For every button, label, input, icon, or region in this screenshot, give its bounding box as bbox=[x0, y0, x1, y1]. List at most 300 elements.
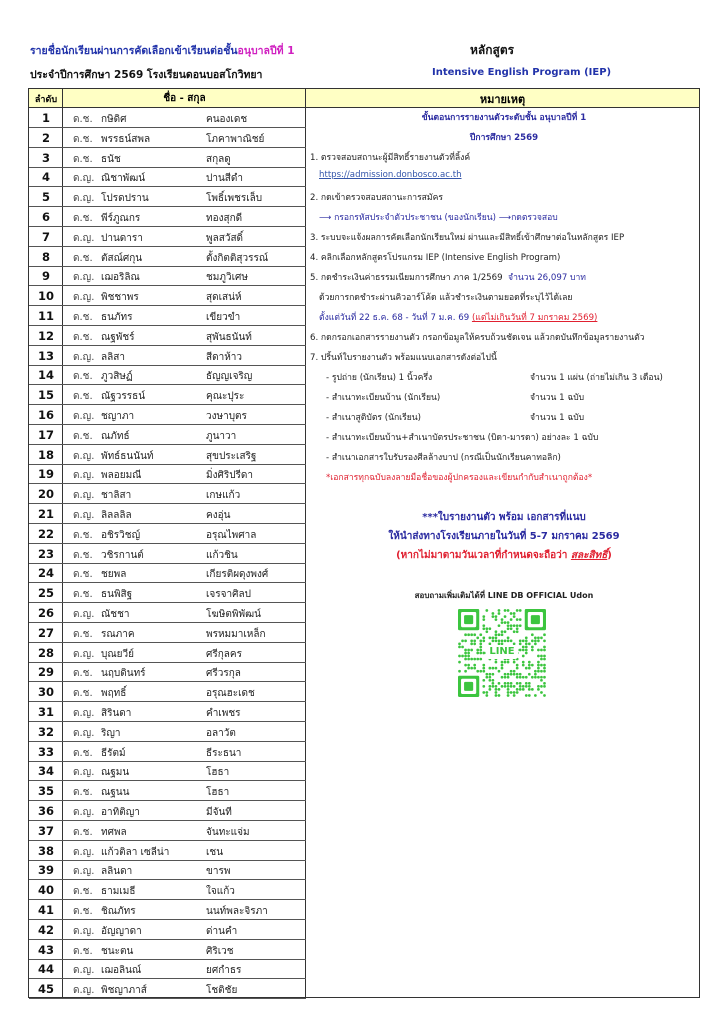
first-name: พิชญาภาส์ bbox=[101, 985, 147, 997]
first-name: พรรธน์สพล bbox=[101, 133, 151, 145]
qr-module bbox=[464, 633, 467, 636]
row-number: 45 bbox=[37, 982, 54, 997]
last-name: นนท์พละจิรภา bbox=[206, 906, 268, 917]
last-name: ภูนาวา bbox=[206, 430, 237, 442]
table-row bbox=[29, 524, 306, 544]
row-number: 34 bbox=[37, 764, 54, 779]
row-number: 37 bbox=[37, 823, 54, 838]
qr-module bbox=[495, 639, 498, 642]
qr-module bbox=[488, 688, 491, 691]
first-name: บุณยวีย์ bbox=[101, 648, 134, 660]
qr-module bbox=[528, 664, 531, 667]
name-prefix: ด.ช. bbox=[73, 213, 93, 224]
table-row bbox=[29, 187, 306, 207]
qr-module bbox=[467, 633, 470, 636]
first-name: อัญญาดา bbox=[101, 925, 142, 937]
qr-module bbox=[525, 649, 528, 652]
row-number: 18 bbox=[37, 447, 54, 462]
qr-module bbox=[525, 685, 528, 688]
qr-module bbox=[510, 685, 513, 688]
last-name: ทองสุกดี bbox=[206, 213, 243, 224]
qr-module bbox=[507, 682, 510, 685]
arrow-right-icon: ⟶ bbox=[319, 213, 335, 223]
step-2-b: กดตรวจสอบ bbox=[511, 213, 558, 223]
qr-module bbox=[516, 624, 519, 627]
qr-module bbox=[488, 679, 491, 682]
name-prefix: ด.ญ. bbox=[73, 232, 95, 244]
qr-module bbox=[476, 649, 479, 652]
qr-module bbox=[507, 621, 510, 624]
first-name: อชิรวิชญ์ bbox=[101, 529, 141, 541]
first-name: ณฐมน bbox=[101, 767, 130, 779]
qr-module bbox=[519, 643, 522, 646]
row-number: 11 bbox=[37, 309, 54, 323]
qr-module bbox=[525, 646, 528, 649]
step-2-detail bbox=[319, 210, 709, 224]
last-name: สุดเสน่ห์ bbox=[206, 292, 242, 304]
qr-module bbox=[513, 612, 516, 615]
qr-module bbox=[525, 682, 528, 685]
first-name: รณภาค bbox=[101, 628, 135, 640]
qr-module bbox=[479, 643, 482, 646]
last-name: คำเพชร bbox=[206, 708, 241, 719]
last-name: ปานสีดำ bbox=[206, 173, 244, 185]
table-row bbox=[29, 207, 306, 227]
qr-module bbox=[458, 655, 461, 658]
table-row bbox=[29, 306, 306, 326]
last-name: ตั้งกิตติสุวรรณ์ bbox=[206, 252, 269, 264]
qr-module bbox=[540, 636, 543, 639]
tuition-amount: จำนวน 26,097 บาท bbox=[508, 273, 586, 283]
program-label: หลักสูตร bbox=[470, 43, 515, 57]
table-row bbox=[29, 742, 306, 762]
qr-module bbox=[504, 639, 507, 642]
qr-module bbox=[495, 633, 498, 636]
qr-module bbox=[479, 639, 482, 642]
submit-line-2: ให้นำส่งทางโรงเรียนภายในวันที่ 5-7 มกราคม 2569 bbox=[388, 531, 620, 542]
first-name: ตัสณ์ศกุน bbox=[101, 252, 143, 264]
last-name: ธีระธนา bbox=[206, 747, 242, 759]
qr-module bbox=[522, 685, 525, 688]
student-table bbox=[28, 88, 700, 998]
qr-module bbox=[464, 649, 467, 652]
qr-module bbox=[525, 652, 528, 655]
table-row bbox=[29, 801, 306, 821]
qr-module bbox=[537, 676, 540, 679]
qr-module bbox=[528, 643, 531, 646]
qr-module bbox=[510, 624, 513, 627]
qr-module bbox=[504, 630, 507, 633]
qr-module bbox=[473, 664, 476, 667]
name-prefix: ด.ญ. bbox=[73, 510, 95, 521]
table-row bbox=[29, 108, 306, 128]
step-2-a: กรอกรหัสประจำตัวประชาชน (ของนักเรียน) bbox=[334, 213, 496, 223]
table-row bbox=[29, 860, 306, 880]
qr-module bbox=[501, 633, 504, 636]
qr-module bbox=[510, 639, 513, 642]
admission-link[interactable]: https://admission.donbosco.ac.th bbox=[319, 170, 462, 180]
qr-module bbox=[540, 649, 543, 652]
last-name: พูลสวัสดิ์ bbox=[206, 232, 244, 244]
document-subtitle: ประจำปีการศึกษา 2569 โรงเรียนดอนบอสโกวิทยา bbox=[30, 69, 263, 81]
qr-module bbox=[482, 664, 485, 667]
name-prefix: ด.ช. bbox=[73, 312, 93, 323]
qr-module bbox=[495, 636, 498, 639]
row-number: 8 bbox=[41, 249, 50, 264]
line-qr-code[interactable] bbox=[458, 609, 546, 697]
row-number: 14 bbox=[37, 368, 54, 383]
submit-line-1: ***ใบรายงานตัว พร้อม เอกสารที่แนบ bbox=[422, 512, 586, 523]
last-name: ศรีวรกุล bbox=[206, 668, 241, 680]
qr-module bbox=[519, 624, 522, 627]
qr-module bbox=[540, 691, 543, 694]
row-number: 22 bbox=[37, 526, 54, 541]
qr-module bbox=[501, 630, 504, 633]
qr-module bbox=[464, 682, 473, 691]
qr-module bbox=[467, 664, 470, 667]
row-number: 10 bbox=[37, 289, 54, 304]
qr-module bbox=[467, 649, 470, 652]
qr-module bbox=[495, 694, 498, 697]
first-name: ลิลลลิล bbox=[101, 510, 132, 521]
qr-module bbox=[470, 658, 473, 661]
table-row bbox=[29, 504, 306, 524]
qr-module bbox=[501, 618, 504, 621]
qr-module bbox=[495, 691, 498, 694]
qr-module bbox=[479, 646, 482, 649]
step-5-dates bbox=[319, 310, 709, 324]
qr-module bbox=[488, 673, 491, 676]
first-name: พฤทธิ์ bbox=[101, 688, 127, 700]
table-row bbox=[29, 148, 306, 168]
qr-module bbox=[476, 652, 479, 655]
last-name: สีดาห้าว bbox=[206, 351, 243, 363]
qr-module bbox=[516, 682, 519, 685]
qr-module bbox=[488, 636, 491, 639]
qr-module bbox=[537, 685, 540, 688]
qr-module bbox=[507, 685, 510, 688]
last-name: ธัญญเจริญ bbox=[206, 371, 253, 383]
qr-module bbox=[498, 670, 501, 673]
last-name: อรุณฮะเดช bbox=[206, 688, 255, 700]
row-number: 43 bbox=[37, 942, 54, 957]
qr-module bbox=[522, 661, 525, 664]
qr-module bbox=[476, 658, 479, 661]
row-number: 39 bbox=[37, 863, 54, 878]
qr-module bbox=[485, 673, 488, 676]
table-row bbox=[29, 326, 306, 346]
qr-module bbox=[492, 679, 495, 682]
qr-module bbox=[504, 661, 507, 664]
qr-module bbox=[537, 655, 540, 658]
qr-module bbox=[492, 615, 495, 618]
qr-module bbox=[492, 673, 495, 676]
qr-module bbox=[534, 636, 537, 639]
row-number: 42 bbox=[37, 922, 54, 937]
name-prefix: ด.ญ. bbox=[73, 965, 95, 977]
table-row bbox=[29, 643, 306, 663]
qr-module bbox=[498, 609, 501, 612]
qr-module bbox=[464, 670, 467, 673]
first-name: แก้วติลา เซลีน่า bbox=[101, 846, 170, 858]
name-prefix: ด.ญ. bbox=[73, 411, 95, 422]
first-name: ธามเมธี bbox=[101, 886, 136, 898]
column-header-name: ชื่อ - สกุล bbox=[163, 93, 206, 104]
qr-module bbox=[473, 639, 476, 642]
table-row bbox=[29, 682, 306, 702]
qr-module bbox=[479, 649, 482, 652]
qr-module bbox=[485, 627, 488, 630]
qr-module bbox=[504, 615, 507, 618]
column-header-no: ลำดับ bbox=[34, 95, 58, 105]
first-name: พัทธ์ธนนันท์ bbox=[101, 450, 154, 462]
qr-module bbox=[461, 655, 464, 658]
table-row bbox=[29, 445, 306, 465]
qr-module bbox=[537, 649, 540, 652]
qr-module bbox=[516, 630, 519, 633]
qr-module bbox=[525, 694, 528, 697]
qr-module bbox=[519, 609, 522, 612]
name-prefix: ด.ญ. bbox=[73, 648, 95, 660]
line-contact: สอบถามเพิ่มเติมได้ที่ LINE DB OFFICIAL Udon bbox=[414, 591, 594, 600]
qr-module bbox=[528, 694, 531, 697]
last-name: จันทะแจ่ม bbox=[206, 826, 250, 838]
last-name: ขารพ bbox=[206, 866, 231, 878]
table-row bbox=[29, 761, 306, 781]
qr-module bbox=[519, 639, 522, 642]
qr-module bbox=[507, 691, 510, 694]
qr-module bbox=[507, 639, 510, 642]
table-row bbox=[29, 722, 306, 742]
last-name: พรหมมาเหล็ก bbox=[206, 628, 266, 640]
row-number: 44 bbox=[37, 962, 54, 977]
qr-module bbox=[543, 664, 546, 667]
arrow-right-icon: ⟶ bbox=[498, 213, 512, 223]
name-prefix: ด.ช. bbox=[73, 826, 93, 838]
first-name: ภูวสิษฏ์ bbox=[101, 371, 133, 383]
qr-module bbox=[485, 676, 488, 679]
qr-module bbox=[467, 655, 470, 658]
last-name: สกุลดู bbox=[206, 153, 231, 165]
qr-module bbox=[510, 612, 513, 615]
row-number: 2 bbox=[41, 130, 50, 145]
qr-module bbox=[482, 636, 485, 639]
document-item: - รูปถ่าย (นักเรียน) 1 นิ้วครึ่ง bbox=[326, 373, 433, 383]
row-number: 32 bbox=[37, 724, 54, 739]
name-prefix: ด.ญ. bbox=[73, 193, 95, 205]
qr-module bbox=[534, 694, 537, 697]
table-row bbox=[29, 662, 306, 682]
qr-module bbox=[513, 630, 516, 633]
step-3: 3. ระบบจะแจ้งผลการคัดเลือกนักเรียนใหม่ ผ่านและมีสิทธิ์เข้าศึกษาต่อในหลักสูตร IEP bbox=[310, 233, 625, 243]
name-prefix: ด.ญ. bbox=[73, 925, 95, 937]
qr-module bbox=[470, 633, 473, 636]
qr-module bbox=[488, 685, 491, 688]
qr-module bbox=[513, 670, 516, 673]
row-number: 13 bbox=[37, 348, 54, 363]
qr-module bbox=[458, 661, 461, 664]
first-name: ทศพล bbox=[101, 826, 127, 838]
qr-module bbox=[516, 691, 519, 694]
row-number: 20 bbox=[37, 487, 54, 502]
qr-module bbox=[479, 670, 482, 673]
qr-module bbox=[525, 667, 528, 670]
qr-module bbox=[543, 682, 546, 685]
qr-module bbox=[510, 618, 513, 621]
document-item: - สำเนาทะเบียนบ้าน (นักเรียน) bbox=[326, 393, 441, 403]
table-row bbox=[29, 979, 306, 999]
name-prefix: ด.ช. bbox=[73, 133, 93, 145]
qr-module bbox=[464, 615, 473, 624]
qr-module bbox=[522, 655, 525, 658]
qr-module bbox=[522, 639, 525, 642]
qr-module bbox=[525, 639, 528, 642]
qr-module bbox=[531, 676, 534, 679]
qr-module bbox=[537, 664, 540, 667]
last-name: ศรีกุลคร bbox=[206, 648, 242, 660]
step-2: 2. กดเข้าตรวจสอบสถานะการสมัคร bbox=[310, 193, 443, 203]
qr-module bbox=[476, 670, 479, 673]
first-name: พีร์ภูณกร bbox=[101, 213, 141, 224]
name-prefix: ด.ช. bbox=[73, 589, 93, 601]
last-name: คงอุ่น bbox=[206, 510, 231, 521]
qr-module bbox=[504, 685, 507, 688]
last-name: ด่านคำ bbox=[206, 925, 238, 937]
document-quantity: จำนวน 1 ฉบับ bbox=[530, 413, 585, 423]
last-name: เขียวขำ bbox=[206, 312, 241, 323]
step-5 bbox=[310, 270, 700, 284]
name-prefix: ด.ช. bbox=[73, 688, 93, 700]
qr-module bbox=[516, 664, 519, 667]
qr-module bbox=[476, 636, 479, 639]
name-prefix: ด.ช. bbox=[73, 668, 93, 680]
qr-module bbox=[498, 612, 501, 615]
row-number: 26 bbox=[37, 606, 54, 620]
qr-module bbox=[467, 652, 470, 655]
qr-module bbox=[519, 682, 522, 685]
name-prefix: ด.ช. bbox=[73, 153, 93, 165]
row-number: 12 bbox=[37, 328, 54, 343]
qr-module bbox=[522, 676, 525, 679]
qr-module bbox=[498, 633, 501, 636]
last-name: มีจันที bbox=[206, 807, 232, 818]
qr-module bbox=[504, 676, 507, 679]
name-prefix: ด.ญ. bbox=[73, 490, 95, 502]
qr-module bbox=[510, 682, 513, 685]
row-number: 31 bbox=[37, 705, 54, 719]
qr-module bbox=[467, 658, 470, 661]
qr-module bbox=[519, 688, 522, 691]
row-number: 30 bbox=[37, 685, 54, 700]
qr-module bbox=[482, 652, 485, 655]
table-row bbox=[29, 603, 306, 623]
qr-module bbox=[458, 670, 461, 673]
qr-module bbox=[464, 664, 467, 667]
first-name: ธนภัทร bbox=[101, 312, 133, 323]
qr-module bbox=[507, 609, 510, 612]
name-prefix: ด.ญ. bbox=[73, 351, 95, 363]
qr-module bbox=[485, 694, 488, 697]
row-number: 38 bbox=[37, 843, 54, 858]
table-row bbox=[29, 821, 306, 841]
first-name: ธนัช bbox=[101, 153, 121, 165]
last-name: เกษแก้ว bbox=[206, 490, 241, 502]
qr-module bbox=[504, 621, 507, 624]
qr-module bbox=[482, 667, 485, 670]
payment-deadline: (แต่ไม่เกินวันที่ 7 มกราคม 2569) bbox=[471, 313, 598, 323]
qr-module bbox=[495, 615, 498, 618]
row-number: 25 bbox=[37, 586, 54, 601]
document-item: - สำเนาทะเบียนบ้าน+สำเนาบัตรประชาชน (บิดา-มารดา) อย่างละ 1 ฉบับ bbox=[326, 433, 599, 443]
qr-module bbox=[531, 646, 534, 649]
qr-module bbox=[531, 664, 534, 667]
first-name: ณิชาพัฒน์ bbox=[101, 173, 146, 185]
first-name: ชิณภัทร bbox=[101, 906, 136, 917]
row-number: 17 bbox=[37, 427, 54, 442]
qr-module bbox=[537, 667, 540, 670]
qr-module bbox=[495, 661, 498, 664]
qr-module bbox=[537, 688, 540, 691]
qr-module bbox=[482, 685, 485, 688]
name-prefix: ด.ญ. bbox=[73, 807, 95, 818]
qr-module bbox=[473, 658, 476, 661]
name-prefix: ด.ญ. bbox=[73, 609, 95, 620]
table-row bbox=[29, 405, 306, 425]
qr-module bbox=[540, 655, 543, 658]
row-number: 7 bbox=[41, 229, 50, 244]
qr-module bbox=[485, 609, 488, 612]
first-name: ณฐนน bbox=[101, 787, 130, 799]
table-row bbox=[29, 167, 306, 187]
first-name: สิรินดา bbox=[101, 708, 132, 719]
qr-module bbox=[482, 670, 485, 673]
qr-module bbox=[534, 673, 537, 676]
table-row bbox=[29, 464, 306, 484]
first-name: ณภัทธ์ bbox=[101, 430, 130, 442]
qr-module bbox=[516, 673, 519, 676]
line-logo: LINE bbox=[486, 645, 518, 659]
qr-module bbox=[513, 691, 516, 694]
first-name: นฤบดินทร์ bbox=[101, 668, 146, 680]
qr-module bbox=[537, 670, 540, 673]
qr-module bbox=[473, 633, 476, 636]
warning-text: (หากไม่มาตามวันเวลาที่กำหนดจะถือว่า bbox=[396, 550, 571, 561]
table-row bbox=[29, 623, 306, 643]
qr-module bbox=[479, 633, 482, 636]
qr-module bbox=[507, 676, 510, 679]
row-number: 29 bbox=[37, 665, 54, 680]
qr-module bbox=[458, 646, 461, 649]
last-name: โฆษิตพิพัฒน์ bbox=[206, 609, 261, 620]
qr-module bbox=[522, 646, 525, 649]
qr-module bbox=[540, 679, 543, 682]
qr-module bbox=[504, 673, 507, 676]
last-name: แก้วชิน bbox=[206, 549, 238, 561]
qr-module bbox=[507, 694, 510, 697]
qr-module bbox=[507, 661, 510, 664]
row-number: 1 bbox=[41, 111, 50, 125]
name-prefix: ด.ญ. bbox=[73, 727, 95, 739]
first-name: ธีรัตม์ bbox=[101, 747, 126, 759]
payment-dates: ตั้งแต่วันที่ 22 ธ.ค. 68 - วันที่ 7 ม.ค. 69 bbox=[319, 313, 470, 323]
last-name: คุณะปุระ bbox=[206, 391, 245, 403]
first-name: ณัฐวรรธน์ bbox=[101, 391, 146, 403]
first-name: พลอยมณี bbox=[101, 470, 142, 482]
last-name: เชน bbox=[206, 846, 224, 858]
qr-module bbox=[464, 652, 467, 655]
name-prefix: ด.ญ. bbox=[73, 450, 95, 462]
qr-module bbox=[482, 691, 485, 694]
